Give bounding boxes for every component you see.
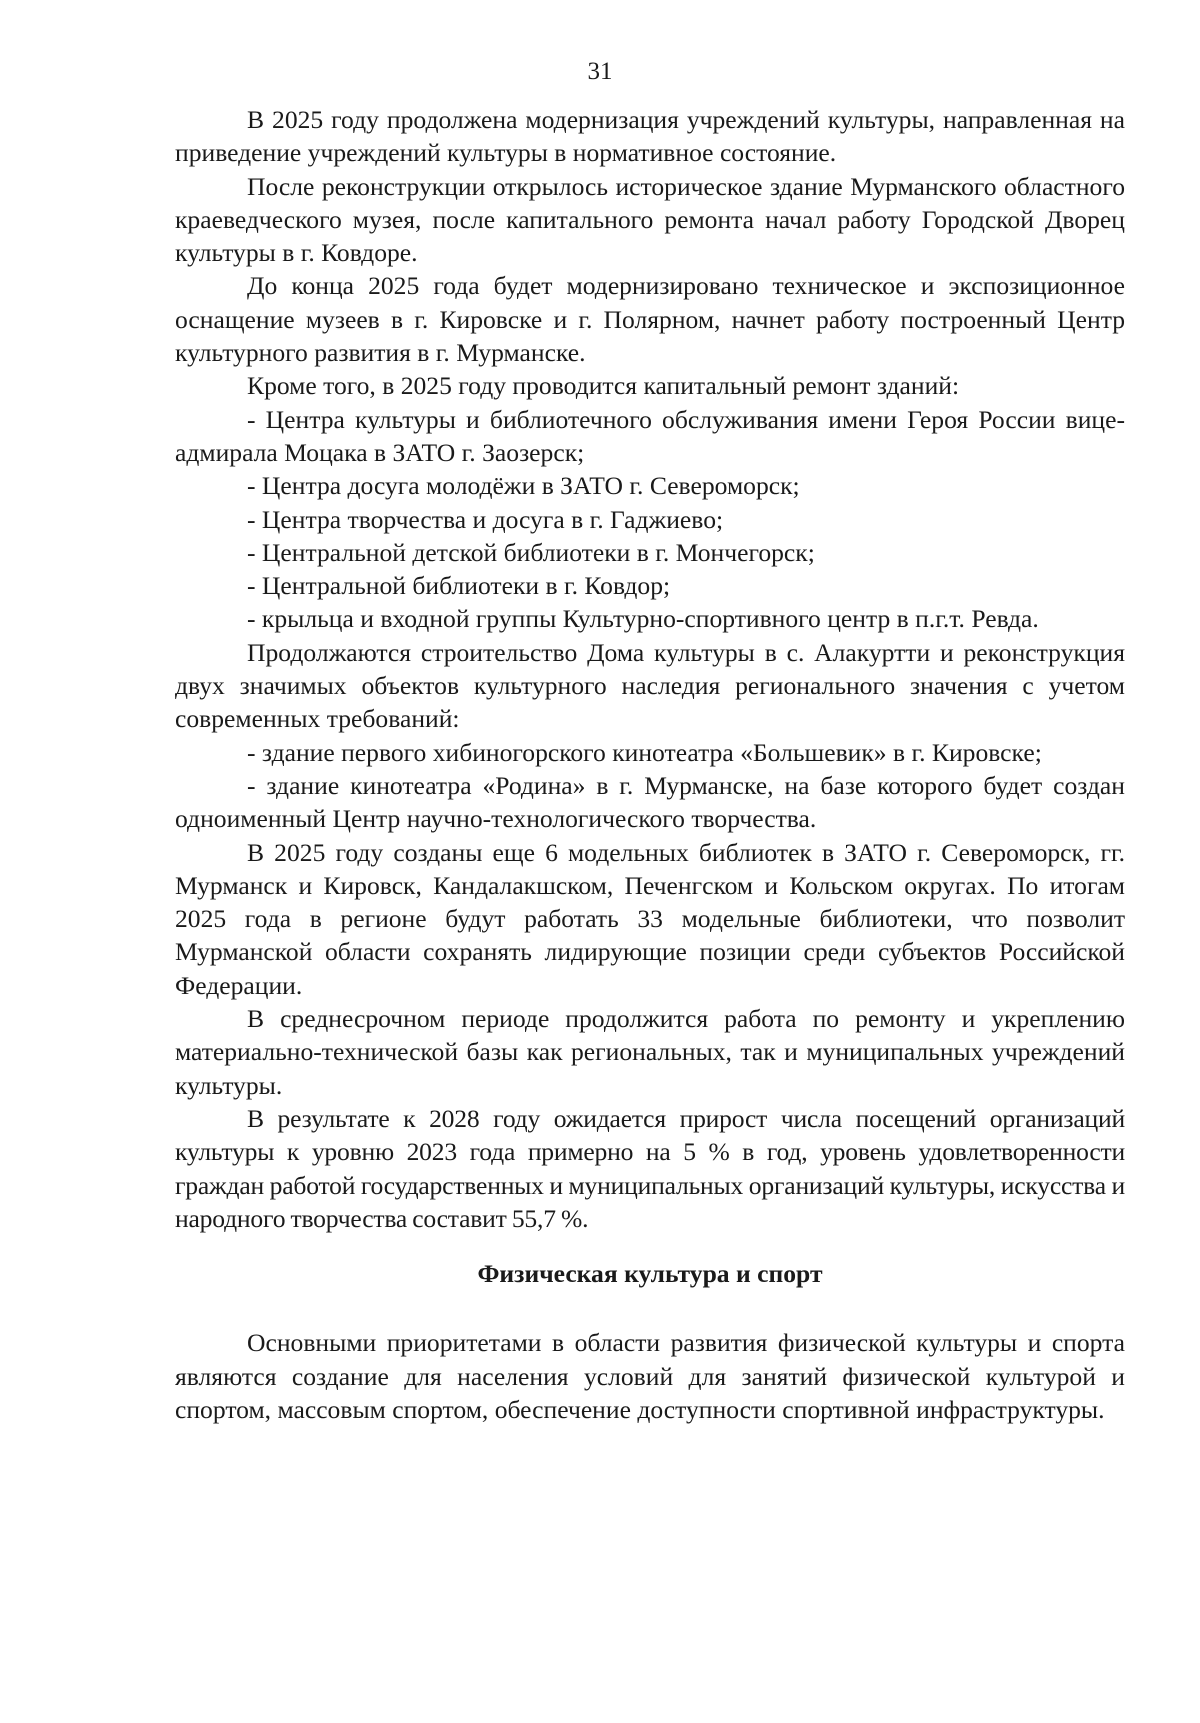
list-item: - Центра культуры и библиотечного обслуживания имени Героя России вице-адмирала Моцака в ЗАТО г. Заозерск; (175, 404, 1125, 467)
paragraph: В 2025 году продолжена модернизация учреждений культуры, направленная на приведение учреждений культуры в нормативное состояние. (175, 105, 1125, 168)
list-item: - крыльца и входной группы Культурно-спортивного центр в п.г.т. Ревда. (247, 604, 1039, 634)
list-item: - Центральной детской библиотеки в г. Мончегорск; (247, 537, 815, 567)
paragraph: До конца 2025 года будет модернизировано техническое и экспозиционное оснащение музеев в г. Кировске и г. Полярном, начнет работу построенный Центр культурного развития в г. Мурманске. (175, 271, 1125, 368)
paragraph: Продолжаются строительство Дома культуры в с. Алакуртти и реконструкция двух значимых объектов культурного наследия регионального значения с учетом современных требований: (175, 637, 1125, 734)
paragraph: После реконструкции открылось историческое здание Мурманского областного краеведческого музея, после капитального ремонта начал работу Городской Дворец культуры в г. Ковдоре. (175, 171, 1125, 268)
paragraph: В среднесрочном периоде продолжится работа по ремонту и укреплению материально-технической базы как региональных, так и муниципальных учреждений культуры. (175, 1004, 1125, 1100)
paragraph: В 2025 году созданы еще 6 модельных библиотек в ЗАТО г. Североморск, гг. Мурманск и Кировск, Кандалакшском, Печенгском и Кольском округах. По итогам 2025 года в регионе будут работать 33 модельные библиотеки, что позволит Мурманской области сохранять лидирующие позиции среди субъектов Российской Федерации. (175, 837, 1125, 1000)
section-heading: Физическая культура и спорт (477, 1259, 823, 1289)
paragraph: Основными приоритетами в области развития физической культуры и спорта являются создание для населения условий для занятий физической культурой и спортом, массовым спортом, обеспечение доступности спортивной инфраструктуры. (175, 1328, 1125, 1424)
paragraph: Кроме того, в 2025 году проводится капитальный ремонт зданий: (247, 371, 960, 401)
list-item: - здание кинотеатра «Родина» в г. Мурманске, на базе которого будет создан одноименный Центр научно-технологического творчества. (175, 770, 1125, 834)
list-item: - здание первого хибиногорского кинотеатра «Большевик» в г. Кировске; (247, 737, 1042, 767)
list-item: - Центральной библиотеки в г. Ковдор; (247, 571, 671, 601)
document-body (175, 103, 1125, 1426)
list-item: - Центра досуга молодёжи в ЗАТО г. Североморск; (247, 471, 800, 501)
list-item: - Центра творчества и досуга в г. Гаджиево; (247, 504, 724, 534)
paragraph: В результате к 2028 году ожидается прирост числа посещений организаций культуры к уровню 2023 года примерно на 5 % в год, уровень удовлетворенности граждан работой государственных и муниципальных организаций культуры, искусства и народного творчества составит 55,7 %. (175, 1103, 1125, 1233)
page-number: 31 (587, 58, 613, 85)
